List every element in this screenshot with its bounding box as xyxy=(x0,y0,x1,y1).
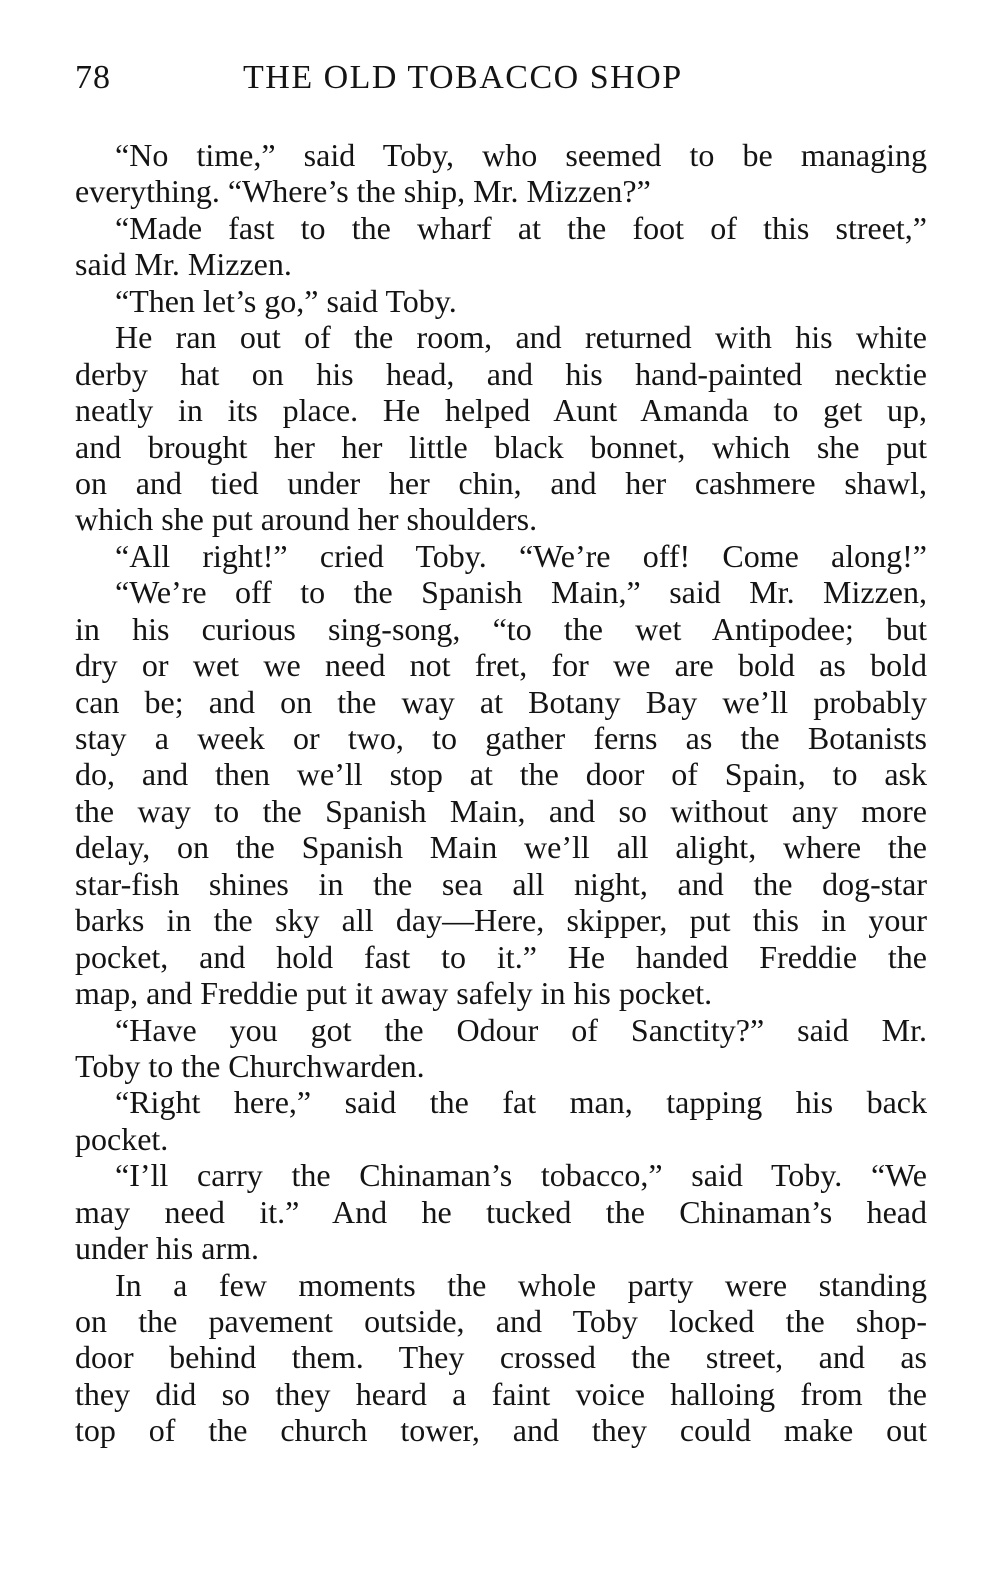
text-line: “Have you got the Odour of Sanctity?” said Mr. xyxy=(115,1011,927,1048)
text-line: pocket, and hold fast to it.” He handed Freddie the xyxy=(75,938,927,975)
text-line: “Made fast to the wharf at the foot of this street,” xyxy=(115,209,927,246)
text-line: they did so they heard a faint voice halloing from the xyxy=(75,1375,927,1412)
text-line: “I’ll carry the Chinaman’s tobacco,” said Toby. “We xyxy=(115,1157,927,1194)
text-line: delay, on the Spanish Main we’ll all alight, where the xyxy=(75,829,927,866)
running-head: THE OLD TOBACCO SHOP xyxy=(243,59,683,96)
text-line: may need it.” And he tucked the Chinaman’s head xyxy=(75,1193,927,1230)
text-line: on the pavement outside, and Toby locked the shop- xyxy=(75,1303,927,1339)
text-line: door behind them. They crossed the street, and as xyxy=(75,1339,927,1376)
page-number: 78 xyxy=(75,59,111,96)
text-line: barks in the sky all day—Here, skipper, put this in your xyxy=(75,902,927,939)
text-line: everything. “Where’s the ship, Mr. Mizzen?” xyxy=(75,173,651,210)
text-line: top of the church tower, and they could make out xyxy=(75,1412,927,1449)
text-line: said Mr. Mizzen. xyxy=(75,246,292,283)
text-line: He ran out of the room, and returned with his white xyxy=(115,319,927,356)
text-line: derby hat on his head, and his hand-painted necktie xyxy=(75,355,927,392)
text-line: dry or wet we need not fret, for we are bold as bold xyxy=(75,647,927,684)
text-line: on and tied under her chin, and her cashmere shawl, xyxy=(75,464,927,501)
text-line: star-fish shines in the sea all night, and the dog-star xyxy=(75,865,927,902)
text-line: map, and Freddie put it away safely in his pocket. xyxy=(75,975,713,1012)
text-line: stay a week or two, to gather ferns as the Botanists xyxy=(75,720,927,756)
text-line: the way to the Spanish Main, and so without any more xyxy=(75,792,927,829)
text-line: which she put around her shoulders. xyxy=(75,501,538,538)
text-line: “We’re off to the Spanish Main,” said Mr. Mizzen, xyxy=(115,574,927,611)
text-line: “No time,” said Toby, who seemed to be managing xyxy=(115,137,927,173)
text-line: “Then let’s go,” said Toby. xyxy=(115,282,457,319)
text-line: In a few moments the whole party were standing xyxy=(115,1266,927,1303)
body-text xyxy=(75,137,927,1449)
text-line: pocket. xyxy=(75,1120,169,1157)
text-line: and brought her her little black bonnet, which she put xyxy=(75,428,927,465)
text-line: can be; and on the way at Botany Bay we’ll probably xyxy=(75,683,927,720)
text-line: Toby to the Churchwarden. xyxy=(75,1047,425,1084)
text-line: “All right!” cried Toby. “We’re off! Come along!” xyxy=(115,537,927,574)
text-line: under his arm. xyxy=(75,1230,259,1267)
text-line: neatly in its place. He helped Aunt Amanda to get up, xyxy=(75,392,927,429)
text-line: do, and then we’ll stop at the door of Spain, to ask xyxy=(75,756,927,793)
page-header xyxy=(75,58,927,102)
text-line: in his curious sing-song, “to the wet Antipodee; but xyxy=(75,610,927,647)
text-line: “Right here,” said the fat man, tapping his back xyxy=(115,1084,927,1121)
